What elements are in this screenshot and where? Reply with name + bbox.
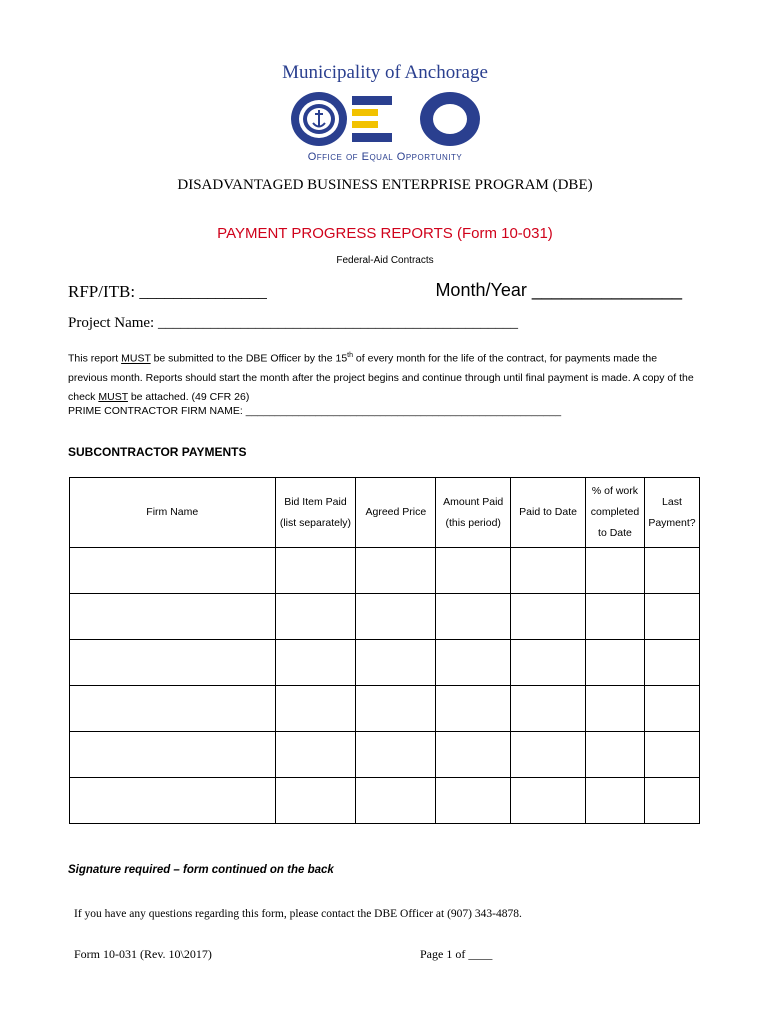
table-cell[interactable] bbox=[511, 548, 586, 594]
oeo-logo-graphic bbox=[290, 90, 482, 148]
table-cell[interactable] bbox=[356, 640, 436, 686]
table-cell[interactable] bbox=[436, 732, 511, 778]
municipality-name: Municipality of Anchorage bbox=[282, 62, 488, 83]
form-number: Form 10-031 (Rev. 10\2017) bbox=[74, 947, 212, 961]
column-header-firm-name bbox=[70, 478, 276, 548]
signature-note: Signature required – form continued on the back bbox=[68, 864, 334, 876]
subcontractor-payments-heading: SUBCONTRACTOR PAYMENTS bbox=[68, 445, 247, 459]
table-header-row bbox=[70, 478, 700, 548]
header-line: (this period) bbox=[445, 516, 501, 529]
instructions-part: This report bbox=[68, 352, 122, 365]
table-row bbox=[70, 640, 700, 686]
contact-note: If you have any questions regarding this form, please contact the DBE Officer at (907) 343-4878. bbox=[74, 908, 522, 920]
table-cell[interactable] bbox=[644, 778, 699, 824]
instructions-paragraph bbox=[68, 346, 698, 407]
table-cell[interactable] bbox=[436, 640, 511, 686]
page-number-field[interactable]: Page 1 of ____ bbox=[420, 947, 493, 961]
table-row bbox=[70, 686, 700, 732]
table-cell[interactable] bbox=[70, 640, 276, 686]
column-header-bid-item-paid bbox=[275, 478, 356, 548]
table-cell[interactable] bbox=[70, 778, 276, 824]
header-line: to Date bbox=[598, 527, 632, 539]
instructions-part: be submitted to the DBE Officer by the 15 bbox=[150, 352, 348, 365]
table-cell[interactable] bbox=[586, 778, 645, 824]
rfp-itb-field[interactable]: RFP/ITB: _______________ bbox=[68, 282, 267, 301]
table-cell[interactable] bbox=[436, 778, 511, 824]
table-cell[interactable] bbox=[511, 686, 586, 732]
office-name-text: Office of Equal Opportunity bbox=[307, 151, 463, 163]
table-cell[interactable] bbox=[275, 640, 356, 686]
table-cell[interactable] bbox=[511, 732, 586, 778]
table-cell[interactable] bbox=[70, 548, 276, 594]
table-cell[interactable] bbox=[436, 686, 511, 732]
must-emphasis: MUST bbox=[98, 390, 128, 403]
table-cell[interactable] bbox=[586, 640, 645, 686]
table-row bbox=[70, 732, 700, 778]
column-header-paid-to-date bbox=[511, 478, 586, 548]
table-cell[interactable] bbox=[275, 686, 356, 732]
must-emphasis: MUST bbox=[121, 352, 151, 365]
table-cell[interactable] bbox=[70, 594, 276, 640]
project-name-field[interactable]: Project Name: ________________________________________________ bbox=[68, 315, 518, 331]
table-cell[interactable] bbox=[275, 778, 356, 824]
form-title: PAYMENT PROGRESS REPORTS (Form 10-031) bbox=[217, 225, 553, 242]
table-cell[interactable] bbox=[586, 548, 645, 594]
table-cell[interactable] bbox=[644, 732, 699, 778]
table-cell[interactable] bbox=[356, 686, 436, 732]
table-cell[interactable] bbox=[356, 594, 436, 640]
header-line: Firm Name bbox=[146, 506, 199, 518]
header-line: % of work bbox=[591, 485, 639, 497]
table-cell[interactable] bbox=[644, 640, 699, 686]
table-cell[interactable] bbox=[511, 778, 586, 824]
header-line: Paid to Date bbox=[519, 506, 577, 518]
header-line: Amount Paid bbox=[443, 495, 504, 508]
table-cell[interactable] bbox=[644, 686, 699, 732]
office-name bbox=[0, 151, 770, 163]
table-cell[interactable] bbox=[275, 594, 356, 640]
table-row bbox=[70, 594, 700, 640]
instructions-part: be attached. (49 CFR 26) bbox=[127, 390, 250, 403]
form-subtitle: Federal-Aid Contracts bbox=[336, 255, 434, 266]
month-year-field[interactable]: Month/Year _______________ bbox=[435, 280, 682, 300]
header-line: Payment? bbox=[648, 516, 696, 529]
table-cell[interactable] bbox=[356, 778, 436, 824]
table-cell[interactable] bbox=[70, 686, 276, 732]
column-header-agreed-price bbox=[356, 478, 436, 548]
table-row bbox=[70, 548, 700, 594]
column-header-amount-paid bbox=[436, 478, 511, 548]
table-row bbox=[70, 778, 700, 824]
instructions-part: of every month for the life of the contract, for payments made the previous month. Reports should start the month after the project begins and continue through until final payment is made. A copy of the check bbox=[68, 352, 694, 403]
table-cell[interactable] bbox=[644, 548, 699, 594]
table-cell[interactable] bbox=[586, 732, 645, 778]
table-cell[interactable] bbox=[275, 548, 356, 594]
table-cell[interactable] bbox=[644, 594, 699, 640]
table-cell[interactable] bbox=[586, 686, 645, 732]
header-line: Agreed Price bbox=[365, 506, 427, 518]
table-cell[interactable] bbox=[70, 732, 276, 778]
header-line: Last bbox=[662, 495, 682, 508]
header-line: completed bbox=[590, 506, 640, 518]
table-cell[interactable] bbox=[511, 640, 586, 686]
header-line: Bid Item Paid bbox=[284, 495, 347, 508]
table-cell[interactable] bbox=[356, 732, 436, 778]
program-title: DISADVANTAGED BUSINESS ENTERPRISE PROGRAM (DBE) bbox=[177, 177, 593, 193]
table-cell[interactable] bbox=[586, 594, 645, 640]
header-line: (list separately) bbox=[279, 516, 352, 529]
table-cell[interactable] bbox=[275, 732, 356, 778]
column-header-percent-completed bbox=[586, 478, 645, 548]
table-cell[interactable] bbox=[436, 594, 511, 640]
table-cell[interactable] bbox=[511, 594, 586, 640]
column-header-last-payment bbox=[644, 478, 699, 548]
oeo-logo bbox=[290, 90, 482, 148]
subcontractor-payments-table bbox=[69, 477, 700, 824]
table-cell[interactable] bbox=[436, 548, 511, 594]
superscript-th: th bbox=[347, 352, 354, 359]
prime-contractor-field[interactable]: PRIME CONTRACTOR FIRM NAME: ______________________________________________________ bbox=[68, 405, 562, 417]
table-cell[interactable] bbox=[356, 548, 436, 594]
